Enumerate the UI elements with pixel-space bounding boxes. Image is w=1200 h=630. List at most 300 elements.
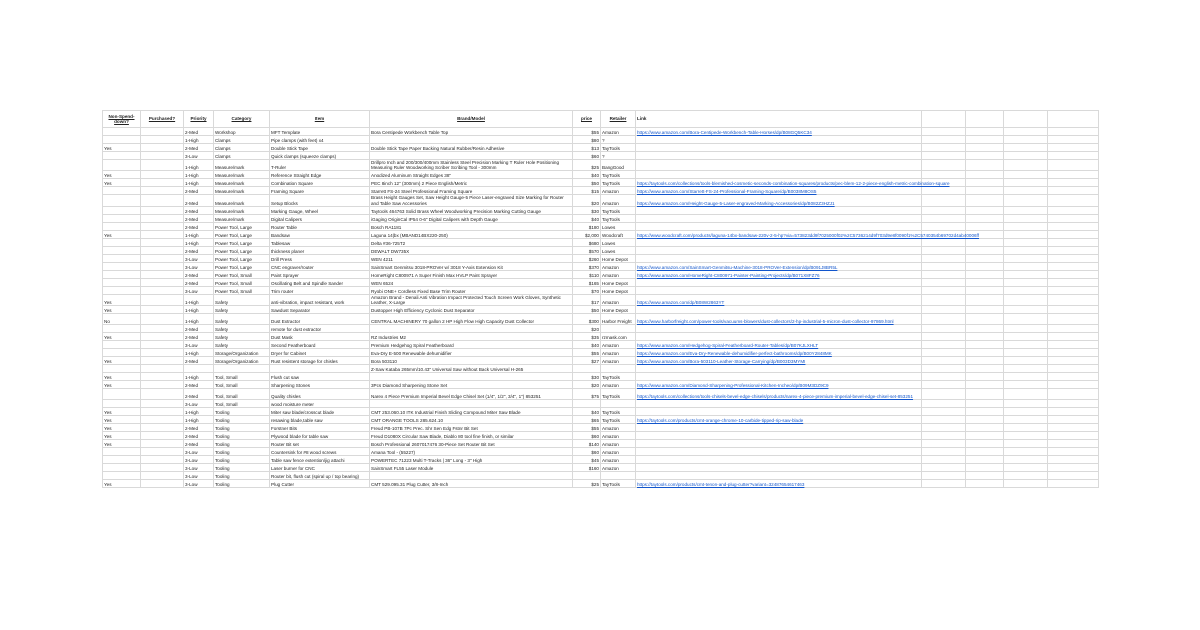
empty-cell[interactable] [1048, 128, 1099, 136]
empty-cell[interactable] [966, 187, 1004, 195]
retailer-cell[interactable]: TayTools [601, 144, 636, 152]
priority-cell[interactable]: 1-High [184, 408, 214, 416]
item-cell[interactable]: Countersink for #8 wood screws [270, 448, 370, 456]
nonspend-cell[interactable] [103, 400, 141, 408]
nonspend-cell[interactable]: Yes [103, 480, 141, 488]
item-cell[interactable]: Miter saw blade/crosscut blade [270, 408, 370, 416]
category-cell[interactable]: Storage/Organization [214, 349, 270, 357]
purchased-cell[interactable] [141, 171, 184, 179]
item-cell[interactable]: Dust Extractor [270, 314, 370, 325]
category-cell[interactable]: Tool, Small [214, 389, 270, 400]
purchased-cell[interactable] [141, 230, 184, 238]
priority-cell[interactable]: 1-High [184, 136, 214, 144]
empty-cell[interactable] [1048, 448, 1099, 456]
priority-cell[interactable]: 1-High [184, 306, 214, 314]
brand-cell[interactable]: Freud D1080X Circular Saw Blade, Diablo 80 tool fine finish, or similar [370, 432, 573, 440]
price-cell[interactable]: $55 [573, 424, 601, 432]
price-cell[interactable]: $55 [573, 128, 601, 136]
item-cell[interactable]: Setup Blocks [270, 195, 370, 206]
item-cell[interactable]: Plug Cutter [270, 480, 370, 488]
category-cell[interactable]: Measure/mark [214, 206, 270, 214]
brand-cell[interactable] [370, 472, 573, 480]
link-cell[interactable]: https://www.amazon.com/SainSmart-Genmitsu-Machine-3018-PROVer-Extension/dp/B091J8BR5L [636, 262, 922, 270]
priority-cell[interactable]: 2-Med [184, 206, 214, 214]
category-cell[interactable]: Clamps [214, 136, 270, 144]
retailer-cell[interactable]: Home Depot [601, 306, 636, 314]
purchased-cell[interactable] [141, 333, 184, 341]
purchased-cell[interactable] [141, 294, 184, 305]
empty-cell[interactable] [1004, 222, 1048, 230]
empty-cell[interactable] [966, 111, 1004, 128]
empty-cell[interactable] [922, 206, 966, 214]
brand-cell[interactable]: Starrett FS-24 Steel Professional Framing Square [370, 187, 573, 195]
empty-cell[interactable] [966, 254, 1004, 262]
empty-cell[interactable] [966, 448, 1004, 456]
empty-cell[interactable] [1004, 357, 1048, 365]
empty-cell[interactable] [1004, 373, 1048, 381]
brand-cell[interactable]: Eva-Dry E-500 Renewable dehumidifier [370, 349, 573, 357]
nonspend-cell[interactable] [103, 214, 141, 222]
purchased-cell[interactable] [141, 424, 184, 432]
purchased-cell[interactable] [141, 381, 184, 389]
empty-cell[interactable] [1004, 160, 1048, 171]
price-cell[interactable] [573, 400, 601, 408]
price-cell[interactable]: $80 [573, 136, 601, 144]
empty-cell[interactable] [966, 179, 1004, 187]
price-cell[interactable]: $40 [573, 341, 601, 349]
empty-cell[interactable] [1004, 333, 1048, 341]
purchased-cell[interactable] [141, 314, 184, 325]
purchased-cell[interactable] [141, 187, 184, 195]
empty-cell[interactable] [1048, 349, 1099, 357]
empty-cell[interactable] [922, 195, 966, 206]
purchased-cell[interactable] [141, 464, 184, 472]
category-cell[interactable]: Tooling [214, 440, 270, 448]
item-cell[interactable]: Rust resistent storage for chisles [270, 357, 370, 365]
brand-cell[interactable]: Dustopper High Efficiency Cyclonic Dust Separator [370, 306, 573, 314]
retailer-cell[interactable]: TayTools [601, 206, 636, 214]
purchased-cell[interactable] [141, 408, 184, 416]
retailer-cell[interactable]: Amazon [601, 357, 636, 365]
empty-cell[interactable] [1048, 254, 1099, 262]
header-brand[interactable]: Brand/Model [370, 111, 573, 128]
empty-cell[interactable] [1004, 416, 1048, 424]
price-cell[interactable]: $370 [573, 262, 601, 270]
purchased-cell[interactable] [141, 270, 184, 278]
link-cell[interactable]: https://www.amazon.com/Diamond-Sharpening-Professional-Kitchen-Incheo/dp/B09M3DZ9C9 [636, 381, 922, 389]
price-cell[interactable]: $680 [573, 238, 601, 246]
header-nonspend[interactable]: Non-Spend-down? [103, 111, 141, 128]
item-cell[interactable]: Table saw fence extention/jig attachi [270, 456, 370, 464]
nonspend-cell[interactable] [103, 187, 141, 195]
item-cell[interactable]: Flush cut saw [270, 373, 370, 381]
nonspend-cell[interactable] [103, 246, 141, 254]
purchased-cell[interactable] [141, 341, 184, 349]
category-cell[interactable]: Power Tool, Large [214, 230, 270, 238]
nonspend-cell[interactable] [103, 464, 141, 472]
item-cell[interactable]: MFT Template [270, 128, 370, 136]
price-cell[interactable]: $30 [573, 206, 601, 214]
category-cell[interactable]: Tool, Small [214, 381, 270, 389]
price-cell[interactable]: $25 [573, 480, 601, 488]
price-cell[interactable]: $55 [573, 349, 601, 357]
priority-cell[interactable]: 3-Low [184, 152, 214, 160]
brand-cell[interactable]: WEN 4211 [370, 254, 573, 262]
priority-cell[interactable]: 1-High [184, 160, 214, 171]
empty-cell[interactable] [922, 424, 966, 432]
retailer-cell[interactable] [601, 400, 636, 408]
empty-cell[interactable] [1048, 195, 1099, 206]
empty-cell[interactable] [1004, 262, 1048, 270]
empty-cell[interactable] [966, 373, 1004, 381]
empty-cell[interactable] [1004, 286, 1048, 294]
empty-cell[interactable] [966, 171, 1004, 179]
empty-cell[interactable] [1048, 111, 1099, 128]
brand-cell[interactable]: CMT ORANGE TOOLS 285.624.10 [370, 416, 573, 424]
price-cell[interactable]: $60 [573, 152, 601, 160]
empty-cell[interactable] [922, 389, 966, 400]
retailer-cell[interactable]: Amazon [601, 448, 636, 456]
category-cell[interactable]: Power Tool, Small [214, 270, 270, 278]
purchased-cell[interactable] [141, 128, 184, 136]
purchased-cell[interactable] [141, 152, 184, 160]
empty-cell[interactable] [922, 365, 966, 373]
retailer-cell[interactable]: Amazon [601, 456, 636, 464]
brand-cell[interactable]: Brass Height Gauges Set, Saw Height Gauge-5 Piece Laser-engraved Size Marking for Router and Table Saw Accessories [370, 195, 573, 206]
empty-cell[interactable] [922, 246, 966, 254]
category-cell[interactable]: Tooling [214, 464, 270, 472]
item-cell[interactable]: Tablesaw [270, 238, 370, 246]
empty-cell[interactable] [922, 160, 966, 171]
brand-cell[interactable]: Amana Tool - (55227) [370, 448, 573, 456]
empty-cell[interactable] [922, 341, 966, 349]
empty-cell[interactable] [966, 325, 1004, 333]
empty-cell[interactable] [1048, 171, 1099, 179]
item-cell[interactable]: Bandsaw [270, 230, 370, 238]
nonspend-cell[interactable]: Yes [103, 357, 141, 365]
priority-cell[interactable]: 2-Med [184, 389, 214, 400]
nonspend-cell[interactable] [103, 325, 141, 333]
retailer-cell[interactable]: Home Depot [601, 286, 636, 294]
priority-cell[interactable] [184, 365, 214, 373]
link-cell[interactable] [636, 160, 922, 171]
item-cell[interactable]: Digital Calipers [270, 214, 370, 222]
category-cell[interactable]: Tool, Small [214, 373, 270, 381]
link-cell[interactable]: https://www.amazon.com/HomeRight-C800971-Painter-Painting-Projects/dp/B071X8FZ76 [636, 270, 922, 278]
empty-cell[interactable] [966, 400, 1004, 408]
empty-cell[interactable] [966, 349, 1004, 357]
price-cell[interactable]: $165 [573, 278, 601, 286]
link-cell[interactable] [636, 171, 922, 179]
link-cell[interactable] [636, 246, 922, 254]
price-cell[interactable]: $20 [573, 195, 601, 206]
link-cell[interactable]: https://www.woodcraft.com/products/laguna-14bx-bandsaw-220v-2-5-hp?via=573823dd9f7025000f02%2C5736214d9f703d9e8f0090f1%2C5740354b69702d4ab40006ff [636, 230, 922, 238]
item-cell[interactable]: anti-vibration, impact resistant, work [270, 294, 370, 305]
price-cell[interactable]: $180 [573, 222, 601, 230]
category-cell[interactable]: Power Tool, Large [214, 254, 270, 262]
empty-cell[interactable] [1048, 472, 1099, 480]
link-cell[interactable] [636, 408, 922, 416]
item-cell[interactable]: Sawdust Separator [270, 306, 370, 314]
empty-cell[interactable] [922, 373, 966, 381]
purchased-cell[interactable] [141, 179, 184, 187]
retailer-cell[interactable]: TayTools [601, 179, 636, 187]
empty-cell[interactable] [922, 254, 966, 262]
item-cell[interactable]: Router Bit set [270, 440, 370, 448]
nonspend-cell[interactable] [103, 195, 141, 206]
priority-cell[interactable]: 2-Med [184, 187, 214, 195]
price-cell[interactable]: $15 [573, 187, 601, 195]
retailer-cell[interactable]: ? [601, 152, 636, 160]
purchased-cell[interactable] [141, 214, 184, 222]
brand-cell[interactable]: Z-Saw Kataba 265mm/10.43" Universal Saw without Back Universal H-265 [370, 365, 573, 373]
price-cell[interactable]: $50 [573, 179, 601, 187]
price-cell[interactable]: $2,000 [573, 230, 601, 238]
category-cell[interactable] [214, 365, 270, 373]
item-cell[interactable]: Second Featherboard [270, 341, 370, 349]
retailer-cell[interactable] [601, 472, 636, 480]
retailer-cell[interactable]: Amazon [601, 341, 636, 349]
nonspend-cell[interactable]: Yes [103, 171, 141, 179]
empty-cell[interactable] [966, 424, 1004, 432]
empty-cell[interactable] [1004, 424, 1048, 432]
empty-cell[interactable] [966, 306, 1004, 314]
brand-cell[interactable]: CMT 529.095.31 Plug Cutter, 3/8-Inch [370, 480, 573, 488]
price-cell[interactable]: $17 [573, 294, 601, 305]
item-cell[interactable]: Trim router [270, 286, 370, 294]
brand-cell[interactable] [370, 373, 573, 381]
brand-cell[interactable]: SainSmart FL55 Laser Module [370, 464, 573, 472]
priority-cell[interactable]: 1-High [184, 373, 214, 381]
empty-cell[interactable] [922, 111, 966, 128]
link-cell[interactable] [636, 136, 922, 144]
link-cell[interactable] [636, 400, 922, 408]
item-cell[interactable]: Quick clamps (squeeze clamps) [270, 152, 370, 160]
item-cell[interactable]: Oscillating Belt and Spindle Sander [270, 278, 370, 286]
purchased-cell[interactable] [141, 400, 184, 408]
retailer-cell[interactable]: Harbor Freight [601, 314, 636, 325]
empty-cell[interactable] [1004, 144, 1048, 152]
nonspend-cell[interactable]: Yes [103, 179, 141, 187]
item-cell[interactable]: resawing blade,table saw [270, 416, 370, 424]
category-cell[interactable]: Power Tool, Large [214, 222, 270, 230]
nonspend-cell[interactable] [103, 349, 141, 357]
category-cell[interactable]: Safety [214, 314, 270, 325]
price-cell[interactable]: $20 [573, 325, 601, 333]
empty-cell[interactable] [966, 206, 1004, 214]
empty-cell[interactable] [1048, 314, 1099, 325]
empty-cell[interactable] [966, 440, 1004, 448]
link-cell[interactable] [636, 325, 922, 333]
retailer-cell[interactable]: Lowes [601, 222, 636, 230]
priority-cell[interactable]: 3-Low [184, 254, 214, 262]
purchased-cell[interactable] [141, 349, 184, 357]
empty-cell[interactable] [1048, 238, 1099, 246]
retailer-cell[interactable]: Amazon [601, 270, 636, 278]
empty-cell[interactable] [1048, 357, 1099, 365]
empty-cell[interactable] [922, 214, 966, 222]
item-cell[interactable]: wood moisture meter [270, 400, 370, 408]
priority-cell[interactable]: 1-High [184, 416, 214, 424]
priority-cell[interactable]: 3-Low [184, 480, 214, 488]
link-cell[interactable] [636, 144, 922, 152]
empty-cell[interactable] [966, 278, 1004, 286]
nonspend-cell[interactable] [103, 389, 141, 400]
item-cell[interactable]: Double Stick Tape [270, 144, 370, 152]
priority-cell[interactable]: 2-Med [184, 144, 214, 152]
empty-cell[interactable] [1048, 152, 1099, 160]
retailer-cell[interactable]: BangGood [601, 160, 636, 171]
brand-cell[interactable]: Bora 503110 [370, 357, 573, 365]
empty-cell[interactable] [966, 381, 1004, 389]
nonspend-cell[interactable]: Yes [103, 144, 141, 152]
nonspend-cell[interactable] [103, 365, 141, 373]
priority-cell[interactable]: 1-High [184, 349, 214, 357]
empty-cell[interactable] [1048, 480, 1099, 488]
empty-cell[interactable] [1048, 270, 1099, 278]
header-item[interactable]: Item [270, 111, 370, 128]
empty-cell[interactable] [922, 408, 966, 416]
category-cell[interactable]: Measure/mark [214, 171, 270, 179]
empty-cell[interactable] [1048, 179, 1099, 187]
empty-cell[interactable] [1004, 314, 1048, 325]
price-cell[interactable]: $40 [573, 171, 601, 179]
link-cell[interactable]: https://www.amazon.com/dp/B08W2863YT [636, 294, 922, 305]
nonspend-cell[interactable]: Yes [103, 294, 141, 305]
priority-cell[interactable]: 3-Low [184, 286, 214, 294]
empty-cell[interactable] [1048, 389, 1099, 400]
brand-cell[interactable]: iGaging OriginCal IP54 0-6" Digital Calipers with Depth Gauge [370, 214, 573, 222]
item-cell[interactable]: Laser burner for CNC [270, 464, 370, 472]
item-cell[interactable]: remote for dust extractor [270, 325, 370, 333]
empty-cell[interactable] [1048, 286, 1099, 294]
empty-cell[interactable] [922, 128, 966, 136]
empty-cell[interactable] [922, 400, 966, 408]
empty-cell[interactable] [1004, 111, 1048, 128]
purchased-cell[interactable] [141, 448, 184, 456]
empty-cell[interactable] [966, 262, 1004, 270]
nonspend-cell[interactable] [103, 341, 141, 349]
priority-cell[interactable]: 1-High [184, 171, 214, 179]
empty-cell[interactable] [1048, 160, 1099, 171]
nonspend-cell[interactable]: Yes [103, 432, 141, 440]
item-cell[interactable]: thickness planer [270, 246, 370, 254]
brand-cell[interactable]: Amazon Brand - Denali Anti Vibration Impact Protected Touch Screen Work Gloves, Synthetic Leather, X-Large [370, 294, 573, 305]
price-cell[interactable]: $27 [573, 357, 601, 365]
retailer-cell[interactable]: Amazon [601, 294, 636, 305]
item-cell[interactable]: Combination Square [270, 179, 370, 187]
empty-cell[interactable] [922, 381, 966, 389]
price-cell[interactable]: $60 [573, 432, 601, 440]
item-cell[interactable]: Reference Straight Edge [270, 171, 370, 179]
item-cell[interactable]: Plywood blade for table saw [270, 432, 370, 440]
nonspend-cell[interactable]: Yes [103, 333, 141, 341]
empty-cell[interactable] [1004, 136, 1048, 144]
empty-cell[interactable] [1048, 246, 1099, 254]
purchased-cell[interactable] [141, 306, 184, 314]
brand-cell[interactable]: Delta #36-725T2 [370, 238, 573, 246]
item-cell[interactable]: Framing Square [270, 187, 370, 195]
empty-cell[interactable] [1004, 206, 1048, 214]
nonspend-cell[interactable]: Yes [103, 230, 141, 238]
retailer-cell[interactable]: Amazon [601, 262, 636, 270]
link-cell[interactable]: https://taytools.com/collections/tools-blemished-cosmetic-seconds-combination-squares/products/pec-blem-12-2-piece-english-metric-combination-square [636, 179, 922, 187]
retailer-cell[interactable]: Amazon [601, 381, 636, 389]
empty-cell[interactable] [1048, 230, 1099, 238]
price-cell[interactable]: $65 [573, 416, 601, 424]
link-cell[interactable]: https://www.amazon.com/Bora-Centipede-Workbench-Table-Horses/dp/B08GQ5KC34 [636, 128, 922, 136]
empty-cell[interactable] [922, 136, 966, 144]
empty-cell[interactable] [922, 464, 966, 472]
empty-cell[interactable] [1004, 254, 1048, 262]
empty-cell[interactable] [1004, 349, 1048, 357]
header-priority[interactable]: Priority [184, 111, 214, 128]
brand-cell[interactable]: Freud PB-107B 7Pc Prec. Shr Sen Edg Fstnr Bit Set [370, 424, 573, 432]
category-cell[interactable]: Safety [214, 294, 270, 305]
empty-cell[interactable] [922, 314, 966, 325]
header-price[interactable]: price [573, 111, 601, 128]
empty-cell[interactable] [966, 270, 1004, 278]
priority-cell[interactable]: 2-Med [184, 214, 214, 222]
empty-cell[interactable] [1004, 408, 1048, 416]
nonspend-cell[interactable] [103, 448, 141, 456]
category-cell[interactable]: Power Tool, Small [214, 278, 270, 286]
brand-cell[interactable]: PEC 8inch 12" (300mm) 2 Piece English/Metric [370, 179, 573, 187]
empty-cell[interactable] [1048, 136, 1099, 144]
priority-cell[interactable]: 2-Med [184, 128, 214, 136]
brand-cell[interactable]: WEN 6524 [370, 278, 573, 286]
price-cell[interactable]: $60 [573, 448, 601, 456]
empty-cell[interactable] [1004, 365, 1048, 373]
empty-cell[interactable] [1004, 464, 1048, 472]
empty-cell[interactable] [966, 432, 1004, 440]
price-cell[interactable]: $40 [573, 214, 601, 222]
brand-cell[interactable]: Bora Centipede Workbench Table Top [370, 128, 573, 136]
empty-cell[interactable] [1048, 206, 1099, 214]
empty-cell[interactable] [966, 464, 1004, 472]
empty-cell[interactable] [1004, 270, 1048, 278]
category-cell[interactable]: Power Tool, Small [214, 286, 270, 294]
empty-cell[interactable] [1004, 400, 1048, 408]
empty-cell[interactable] [1048, 333, 1099, 341]
priority-cell[interactable]: 2-Med [184, 222, 214, 230]
empty-cell[interactable] [1004, 171, 1048, 179]
empty-cell[interactable] [1048, 341, 1099, 349]
retailer-cell[interactable]: Amazon [601, 195, 636, 206]
empty-cell[interactable] [1004, 195, 1048, 206]
nonspend-cell[interactable]: Yes [103, 440, 141, 448]
priority-cell[interactable]: 2-Med [184, 246, 214, 254]
price-cell[interactable]: $260 [573, 254, 601, 262]
purchased-cell[interactable] [141, 286, 184, 294]
empty-cell[interactable] [1004, 325, 1048, 333]
nonspend-cell[interactable]: No [103, 314, 141, 325]
retailer-cell[interactable]: ? [601, 136, 636, 144]
category-cell[interactable]: Measure/mark [214, 187, 270, 195]
header-retailer[interactable]: Retailer [601, 111, 636, 128]
empty-cell[interactable] [922, 286, 966, 294]
category-cell[interactable]: Tooling [214, 448, 270, 456]
empty-cell[interactable] [1048, 408, 1099, 416]
retailer-cell[interactable]: Lowes [601, 238, 636, 246]
link-cell[interactable]: https://www.harborfreight.com/power-tools/vacuums-blowers/dust-collectors/2-hp-industrial-5-micron-dust-collector-97869.html [636, 314, 922, 325]
nonspend-cell[interactable] [103, 136, 141, 144]
empty-cell[interactable] [1048, 187, 1099, 195]
price-cell[interactable]: $30 [573, 373, 601, 381]
price-cell[interactable]: $45 [573, 456, 601, 464]
nonspend-cell[interactable] [103, 206, 141, 214]
nonspend-cell[interactable] [103, 286, 141, 294]
